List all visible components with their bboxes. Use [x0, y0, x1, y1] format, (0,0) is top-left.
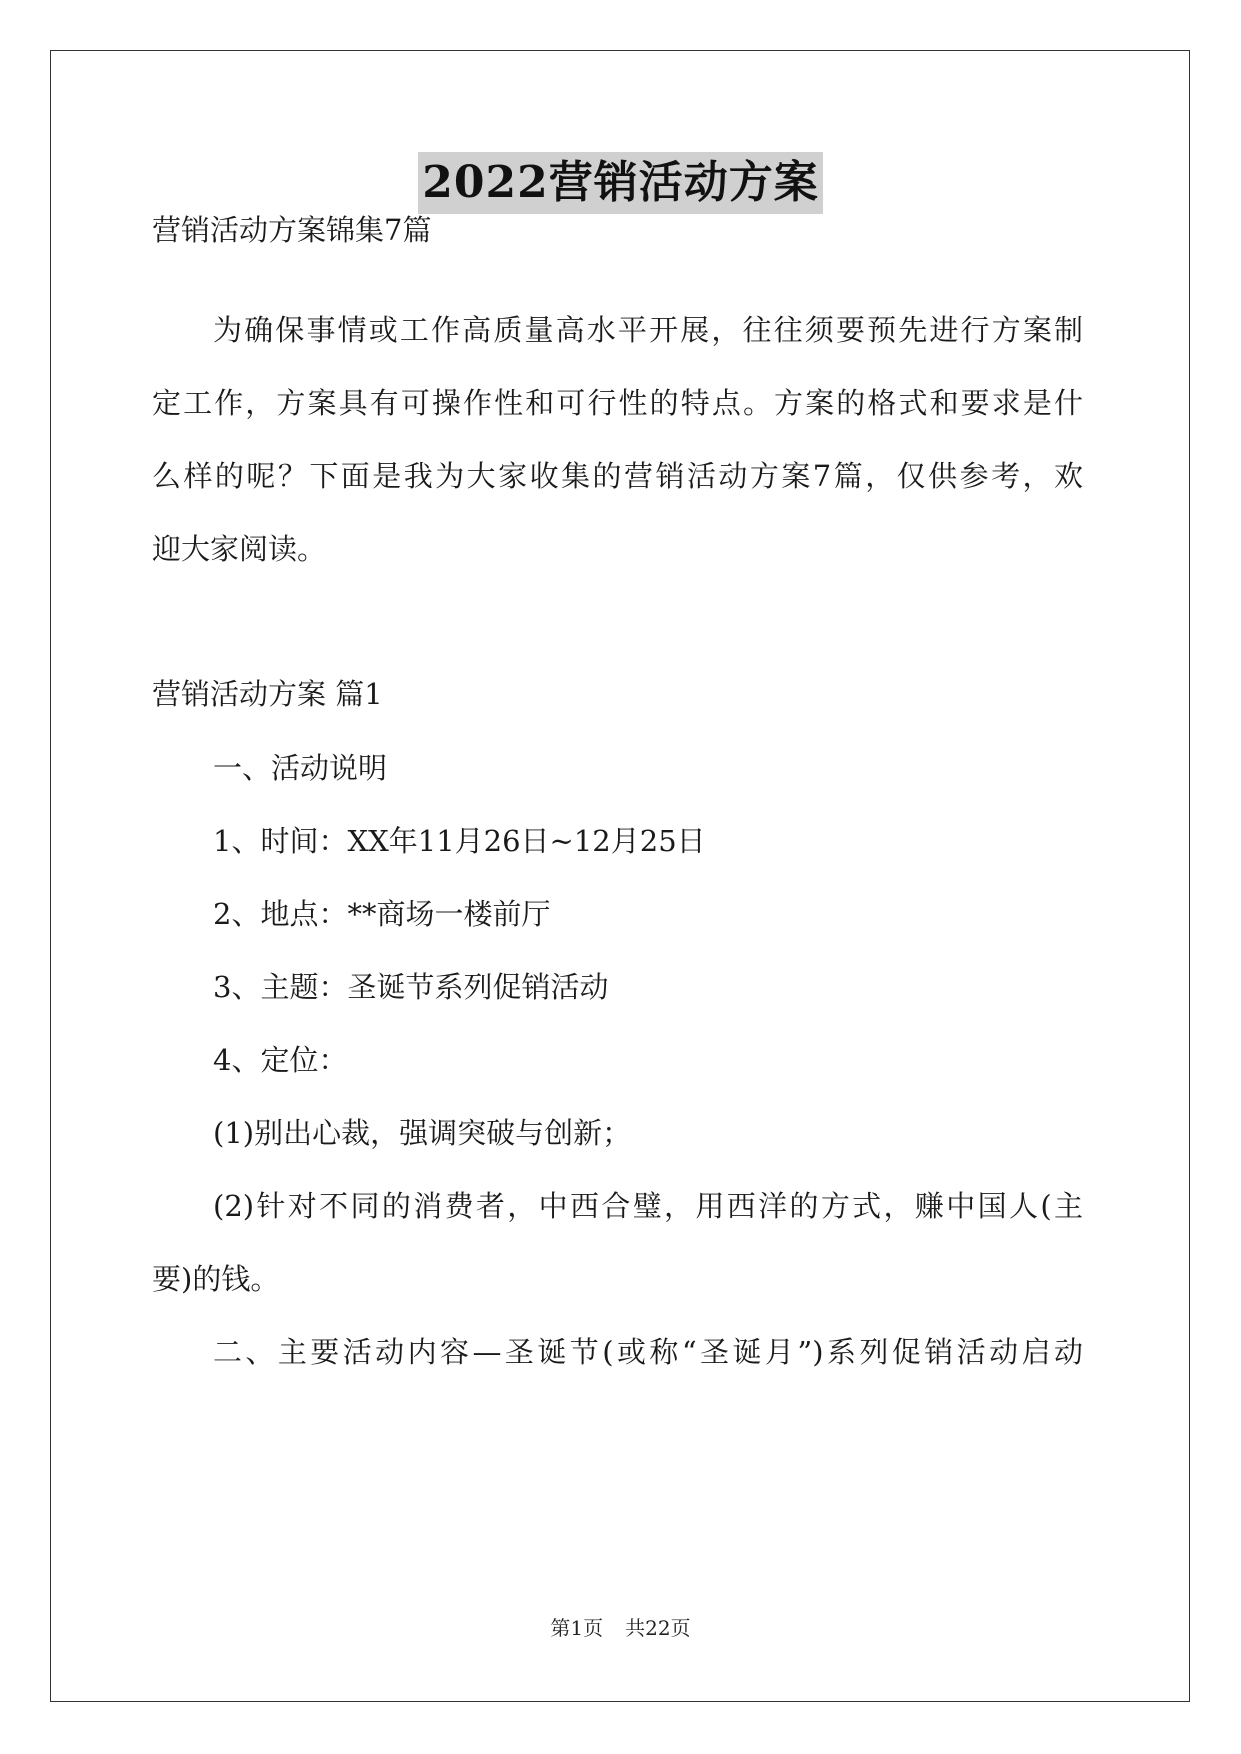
item-main-activities: 二、主要活动内容—圣诞节(或称“圣诞月”)系列促销活动启动 — [213, 1335, 1083, 1369]
item-positioning-2-line-1: (2)针对不同的消费者，中西合璧，用西洋的方式，赚中国人(主 — [213, 1189, 1083, 1223]
intro-line-2: 定工作，方案具有可操作性和可行性的特点。方案的格式和要求是什 — [152, 386, 1083, 420]
page-footer — [0, 1614, 1241, 1642]
document-subtitle: 营销活动方案锦集7篇 — [152, 213, 432, 247]
item-theme: 3、主题：圣诞节系列促销活动 — [213, 970, 609, 1004]
item-positioning: 4、定位： — [213, 1043, 348, 1077]
page-number: 第1页 — [550, 1616, 604, 1640]
title-container — [0, 152, 1241, 214]
item-location: 2、地点：**商场一楼前厅 — [213, 897, 551, 931]
section-heading: 营销活动方案 篇1 — [152, 677, 383, 711]
intro-line-1: 为确保事情或工作高质量高水平开展，往往须要预先进行方案制 — [213, 313, 1083, 347]
item-time: 1、时间：XX年11月26日~12月25日 — [213, 824, 706, 858]
item-positioning-2-line-2: 要)的钱。 — [152, 1262, 280, 1296]
page-total: 共22页 — [625, 1616, 691, 1640]
item-positioning-1: (1)别出心裁，强调突破与创新； — [213, 1116, 632, 1150]
intro-line-3: 么样的呢？下面是我为大家收集的营销活动方案7篇，仅供参考，欢 — [152, 459, 1083, 493]
intro-line-4: 迎大家阅读。 — [152, 532, 327, 566]
document-title: 2022营销活动方案 — [418, 152, 822, 214]
page-border — [50, 50, 1190, 1702]
item-activity-description: 一、活动说明 — [213, 751, 388, 785]
